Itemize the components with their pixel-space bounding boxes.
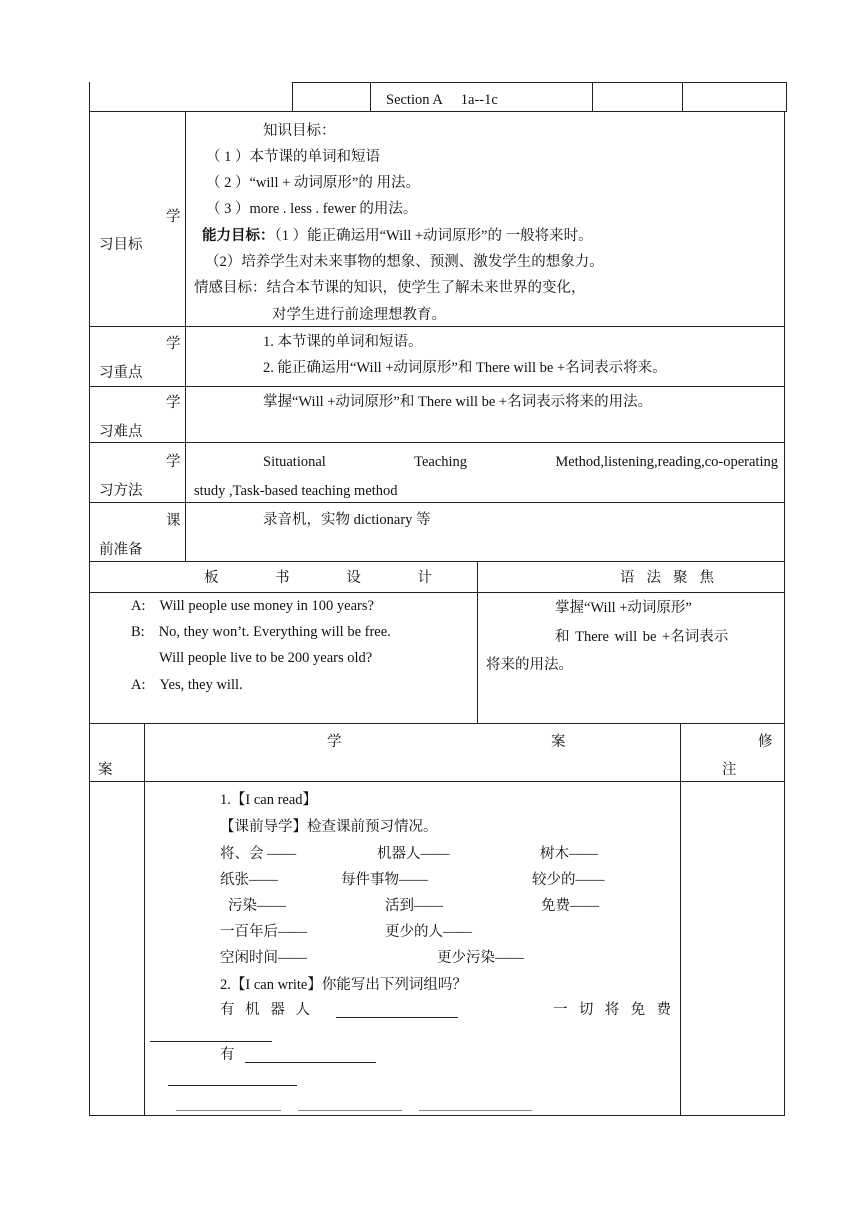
grammar-title <box>620 569 714 587</box>
row-border-2 <box>89 386 785 387</box>
plan-title-left: 学 <box>327 734 342 750</box>
header-left-border <box>89 82 90 112</box>
plan-title-right: 案 <box>551 734 566 750</box>
board-title-border <box>89 592 785 593</box>
plan-bottom-border <box>89 1115 785 1116</box>
plan-left-label: 案 <box>98 762 113 778</box>
write-item-1-label <box>220 1001 310 1019</box>
vocab-item: 活到—— <box>385 898 443 914</box>
vocab-item: 每件事物—— <box>341 872 428 888</box>
answer-blank[interactable] <box>336 1017 458 1018</box>
answer-blank[interactable] <box>419 1110 532 1111</box>
board-title <box>204 569 432 587</box>
grammar-line-2: 和 There will be +名词表示 <box>555 629 729 645</box>
section-range: 1a--1c <box>460 92 498 108</box>
dialog-speaker: A: <box>131 677 146 693</box>
methods-label-top: 学 <box>166 454 181 470</box>
vocab-item: 免费—— <box>541 898 599 914</box>
ability-text: （1 ）能正确运用“Will +动词原形”的 一般将来时。 <box>274 228 593 244</box>
write-char: 一 <box>553 1002 568 1018</box>
grammar-title-char: 法 <box>646 570 661 586</box>
grammar-line-3: 将来的用法。 <box>486 657 573 673</box>
dialog-line-4 <box>131 676 243 694</box>
revise-label-top: 修 <box>758 734 773 750</box>
method-word: Teaching <box>414 454 468 470</box>
emotion-objective: 情感目标：结合本节课的知识，使学生了解未来世界的变化， <box>194 280 586 296</box>
board-right-border <box>784 561 785 724</box>
dialog-text: Will people use money in 100 years? <box>159 598 374 614</box>
key-point-2: 2. 能正确运用“Will +动词原形”和 There will be +名词表示将来。 <box>263 360 667 376</box>
dialog-line-3 <box>159 649 372 667</box>
dialog-speaker: A: <box>131 598 146 614</box>
objective-item-3: （ 3 ）more . less . fewer 的用法。 <box>206 201 418 217</box>
main-right-border <box>784 111 785 562</box>
emotion-line-2: 对学生进行前途理想教育。 <box>272 307 446 323</box>
write-heading: 2.【I can write】你能写出下列词组吗？ <box>220 977 467 993</box>
methods-label-bottom: 习方法 <box>99 483 143 499</box>
answer-blank[interactable] <box>298 1110 402 1111</box>
plan-title-border <box>89 781 785 782</box>
grammar-title-char: 焦 <box>699 570 714 586</box>
board-left-border <box>89 561 90 724</box>
key-points-label-bottom: 习重点 <box>99 365 143 381</box>
section-label <box>386 91 498 109</box>
header-divider-2 <box>370 82 371 112</box>
main-left-border <box>89 111 90 562</box>
difficulties-label-bottom: 习难点 <box>99 424 143 440</box>
knowledge-title: 知识目标： <box>263 123 336 139</box>
dialog-text: Will people live to be 200 years old? <box>159 650 373 666</box>
ability-objective <box>202 227 593 245</box>
row-border-1 <box>89 326 785 327</box>
revise-label-bottom: 注 <box>722 762 737 778</box>
write-item-3-label: 有 <box>220 1047 235 1063</box>
board-divider <box>477 561 478 724</box>
method-word: Method,listening,reading,co-operating <box>555 454 778 470</box>
answer-blank[interactable] <box>176 1110 281 1111</box>
ability-title: 能力目标： <box>202 228 275 244</box>
vocab-item: 树木—— <box>540 846 598 862</box>
methods-line-2: study ,Task-based teaching method <box>194 483 398 499</box>
grammar-line-1: 掌握“Will +动词原形” <box>555 600 692 616</box>
write-char: 人 <box>295 1002 310 1018</box>
preparation-label-bottom: 前准备 <box>99 542 143 558</box>
vocab-item: 纸张—— <box>220 872 278 888</box>
header-divider-4 <box>682 82 683 112</box>
write-char: 免 <box>630 1002 646 1018</box>
answer-blank[interactable] <box>150 1041 272 1042</box>
objective-item-1: （ 1 ）本节课的单词和短语 <box>206 149 380 165</box>
write-item-2-label <box>553 1001 671 1019</box>
objectives-label-top: 学 <box>166 209 181 225</box>
answer-blank[interactable] <box>168 1085 297 1086</box>
vocab-item: 更少的人—— <box>385 924 472 940</box>
vocab-item: 空闲时间—— <box>220 950 307 966</box>
label-column-border <box>185 111 186 562</box>
board-title-char: 书 <box>275 570 290 586</box>
write-char: 机 <box>245 1002 260 1018</box>
write-char: 有 <box>220 1002 235 1018</box>
read-heading: 1.【I can read】 <box>220 792 318 808</box>
write-char: 费 <box>656 1002 671 1018</box>
header-divider-1 <box>292 82 293 112</box>
dialog-line-1 <box>131 597 374 615</box>
section-name: Section A <box>386 92 443 108</box>
preparation-text: 录音机，实物 dictionary 等 <box>263 512 431 528</box>
row-border-5 <box>89 561 785 562</box>
vocab-item: 较少的—— <box>532 872 605 888</box>
preparation-label-top: 课 <box>166 513 181 529</box>
objective-item-2: （ 2 ）“will + 动词原形”的 用法。 <box>206 175 420 191</box>
board-title-char: 计 <box>417 570 432 586</box>
vocab-item: 污染—— <box>228 898 286 914</box>
vocab-item: 更少污染—— <box>437 950 524 966</box>
header-divider-3 <box>592 82 593 112</box>
vocab-item: 机器人—— <box>377 846 450 862</box>
difficulty-text: 掌握“Will +动词原形”和 There will be +名词表示将来的用法。 <box>263 394 653 410</box>
grammar-title-char: 聚 <box>673 570 688 586</box>
vocab-item: 将、会 —— <box>220 846 297 862</box>
dialog-speaker: B: <box>131 624 145 640</box>
board-title-char: 设 <box>346 570 361 586</box>
row-border-4 <box>89 502 785 503</box>
write-char: 器 <box>270 1002 285 1018</box>
header-right-border <box>786 82 787 112</box>
objectives-label-bottom: 习目标 <box>99 237 143 253</box>
vocab-item: 一百年后—— <box>220 924 307 940</box>
dialog-text: No, they won’t. Everything will be free. <box>158 624 391 640</box>
key-points-label-top: 学 <box>166 336 181 352</box>
method-word: Situational <box>263 454 326 470</box>
header-top-border <box>292 82 786 83</box>
write-char: 将 <box>604 1002 620 1018</box>
methods-line-1 <box>263 453 778 471</box>
dialog-text: Yes, they will. <box>159 677 243 693</box>
key-point-1: 1. 本节课的单词和短语。 <box>263 334 423 350</box>
dialog-line-2 <box>131 623 391 641</box>
ability-line-2: （2）培养学生对未来事物的想象、预测、激发学生的想象力。 <box>205 254 604 270</box>
answer-blank[interactable] <box>245 1062 376 1063</box>
row-border-3 <box>89 442 785 443</box>
grammar-title-char: 语 <box>620 570 635 586</box>
difficulties-label-top: 学 <box>166 395 181 411</box>
board-title-char: 板 <box>204 570 219 586</box>
write-char: 切 <box>578 1002 594 1018</box>
preview-heading: 【课前导学】检查课前预习情况。 <box>220 819 438 835</box>
